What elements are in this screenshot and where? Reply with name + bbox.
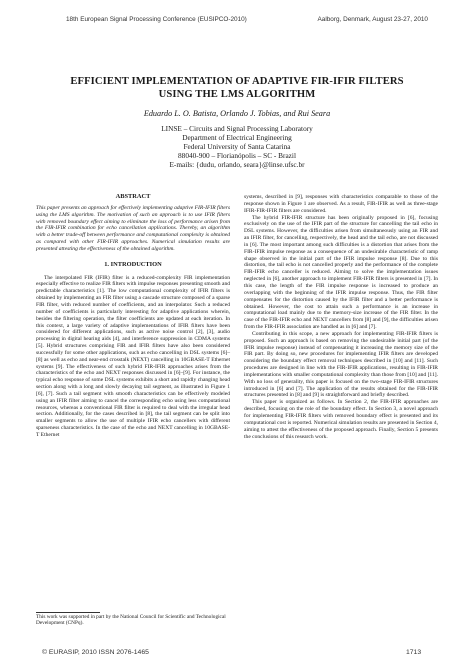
right-paragraph-4: This paper is organized as follows. In Section 2, the FIR-IFIR approaches are described, focusing on the role of the boundary effect. In Section 3, a novel approach for implementing FIR-IFIR filters with removed boundary effect is presented and its computational cost is reported. Numerical simulation results are presented in Section 4, aiming to attest the effectiveness of the proposed approach. Finally, Section 5 presents the conclusions of this research work. xyxy=(244,399,438,440)
abstract-text: This paper presents an approach for effectively implementing adaptive FIR-IFIR filters using the LMS algorithm. The motivation of such an approach is to use IFIR filters with removed boundary effect aiming to eliminate the loss of performance arisen from the FIR-IFIR combination for echo cancellation applications. Thereby, an algorithm with a better trade-off between performance and computational complexity is obtained as compared with other FIR-IFIR approaches. Numerical simulation results are presented attesting the effectiveness of the obtained algorithm. xyxy=(36,204,230,252)
conference-name: 18th European Signal Processing Conference (EUSIPCO-2010) xyxy=(66,16,247,23)
affiliation-department: Department of Electrical Engineering xyxy=(182,132,292,142)
paper-title xyxy=(40,76,434,101)
affiliation-university: Federal University of Santa Catarina xyxy=(183,141,291,151)
footer-copyright: © EURASIP, 2010 ISSN 2076-1465 xyxy=(42,649,149,656)
affiliation-block xyxy=(60,125,414,170)
affiliation-lab: LINSE – Circuits and Signal Processing Laboratory xyxy=(161,124,313,133)
funding-footnote: This work was supported in part by the National Council for Scientific and Technological Development (CNPq). xyxy=(36,614,226,627)
right-paragraph-3: Contributing in this scope, a new approach for implementing FIR-IFIR filters is proposed. Such an approach is based on removing the undesirable initial part (of the IFIR impulse response) instead of compensating it increasing the memory size of the FIR part. By doing so, new procedures for implementing IFIR filters are developed considering the boundary effect removal techniques described in [10] and [11]. Such procedures are designed in line with the FIR-IFIR applications, resulting in FIR-IFIR implementations with smaller computational complexity than those from [10] and [11]. With no loss of generality, this paper is focused on the two-stage FIR-IFIR structures introduced in [6] and [7]. The application of the results obtained for the FIR-IFIR structures presented in [8] and [9] is straightforward and briefly described. xyxy=(244,330,438,399)
introduction-paragraph: The interpolated FIR (IFIR) filter is a reduced-complexity FIR implementation especially effective to realize FIR filters with impulse responses presenting smooth and predictable characteristics [1]. The low computational complexity of IFIR filters is obtained by implementing an FIR filter using a cascade structure composed of a sparse FIR filter, with reduced number of coefficients, and an interpolator. Such a reduced number of coefficients is particularly interesting for adaptive applications wherein, besides the filtering operation, the filter coefficients are updated at each iteration. In this context, a large variety of adaptive implementations of IFIR filters have been considered for different applications, such as active noise control [2], [3], audio processing in digital hearing aids [4], and interference suppression in CDMA systems [5]. Hybrid structures comprising FIR and IFIR filters have also been considered successfully for some other applications, such as echo cancelling in DSL systems [6]–[8] as well as echo and near-end crosstalk (NEXT) cancelling in 10GBASE-T Ethernet systems [9]. The effectiveness of such hybrid FIR-IFIR approaches arises from the characteristics of the echo and NEXT responses discussed in [6]–[9]. For instance, the typical echo response of some DSL systems exhibits a short and rapidly changing head section along with a long and slowly decaying tail segment, as illustrated in Figure 1 [6], [7]. Such a tail segment with smooth characteristics can be effectively modeled using an IFIR filter aiming to cancel the corresponding echo using less computational resources, whereas a conventional FIR filter is required to deal with the irregular head section. Additionally, for the cases described in [8], the tail segment can be split into smaller segments to allow the use of multiple IFIR echo cancellers with different sparseness characteristics. In the case of the echo and NEXT cancelling in 10GBASE-T Ethernet xyxy=(36,274,230,438)
page-number: 1713 xyxy=(406,649,422,656)
footnote-rule xyxy=(36,612,100,613)
right-column xyxy=(244,194,438,440)
conference-location-date: Aalborg, Denmark, August 23-27, 2010 xyxy=(317,16,428,23)
right-paragraph-1: systems, described in [9], responses with characteristics comparable to those of the response shown in Figure 1 are observed. As a result, FIR-IFIR as well as three-stage IFIR-FIR-IFIR filters are considered. xyxy=(244,194,438,214)
right-paragraph-2: The hybrid FIR-IFIR structure has been originally proposed in [6], focusing exclusively on the use of the IFIR part of the structure for cancelling the tail echo in DSL systems. However, the difficulties arisen from simultaneously using an FIR and an IFIR filter, for cancelling, respectively, the head and the tail echo, are not discussed in [6]. The most important among such difficulties is a distortion that arises from the FIR-IFIR impulse response as a consequence of an undesirable characteristic of ramp shape observed in the initial part of the IFIR impulse response [8]. Due to this distortion, the tail echo is not cancelled properly and the performance of the complete FIR-IFIR echo canceller is reduced. Aiming to solve the implementation issues neglected in [6], another approach to implement FIR-IFIR filters is presented in [7]. In this case, the length of the FIR impulse response is increased to produce an overlapping with the beginning of the IFIR impulse response. Thus, the FIR filter compensates for the distortion caused by the IFIR filter and a better performance is obtained. However, the cost to attain such a performance is an increase in computational load mainly due to the memory-size increase of the FIR filter. In the case of the FIR-IFIR echo and NEXT cancellers from [8] and [9], the difficulties arisen from the FIR-IFIR association are handled as in [6] and [7]. xyxy=(244,214,438,331)
introduction-heading: 1. INTRODUCTION xyxy=(104,260,162,268)
affiliation-address: 88040-900 – Florianópolis – SC - Brazil xyxy=(178,150,296,160)
left-column xyxy=(36,194,230,439)
title-line-2: USING THE LMS ALGORITHM xyxy=(158,88,316,100)
title-line-1: EFFICIENT IMPLEMENTATION OF ADAPTIVE FIR-IFIR FILTERS xyxy=(70,76,404,87)
abstract-heading: ABSTRACT xyxy=(115,193,151,200)
affiliation-emails: E-mails: {dudu, orlando, seara}@linse.ufsc.br xyxy=(169,159,305,169)
author-list: Eduardo L. O. Batista, Orlando J. Tobias, and Rui Seara xyxy=(143,109,331,118)
